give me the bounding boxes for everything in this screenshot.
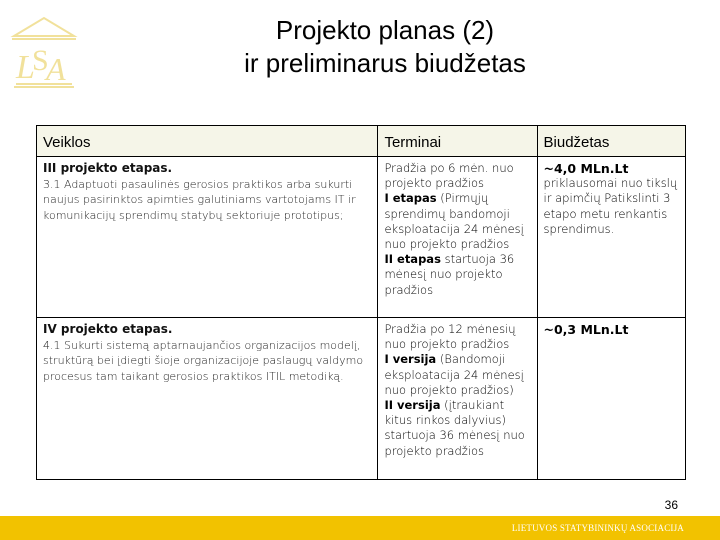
header-activities: Veiklos bbox=[37, 126, 378, 157]
budget-cell bbox=[537, 157, 685, 318]
terms-cell bbox=[378, 318, 537, 480]
budget-note: priklausomai nuo tikslų ir apimčių Patikslinti 3 etapo metu renkantis sprendimus. bbox=[543, 176, 678, 236]
activity-description: 3.1 Adaptuoti pasaulinės gerosios praktikos arba sukurti naujus pasirinktos apimties galutiniams vartotojams IT ir komunikacijų sprendimų statybų sektoriuje prototipus; bbox=[43, 178, 356, 222]
title-line-1: Projekto planas (2) bbox=[275, 15, 495, 45]
terms-stage1-label: I etapas bbox=[384, 191, 437, 206]
header-terms: Terminai bbox=[378, 126, 537, 157]
budget-cell bbox=[537, 318, 685, 480]
svg-text:S: S bbox=[32, 44, 49, 77]
terms-stage2 bbox=[384, 252, 530, 298]
terms-stage1 bbox=[384, 352, 523, 396]
activity-cell bbox=[37, 157, 378, 318]
svg-text:A: A bbox=[46, 51, 66, 87]
terms-stage2-text: (įtraukiant kitus rinkos dalyvius) startuoja 36 mėnesį nuo projekto pradžios bbox=[384, 398, 525, 458]
header-budget: Biudžetas bbox=[537, 126, 685, 157]
table-row bbox=[37, 157, 686, 318]
footer-organization-name: LIETUVOS STATYBININKŲ ASOCIACIJA bbox=[511, 523, 684, 533]
activity-title: III projekto etapas. bbox=[43, 161, 173, 175]
terms-stage2 bbox=[384, 398, 530, 459]
table-row bbox=[37, 318, 686, 480]
terms-stage1-label: I versija bbox=[384, 352, 437, 367]
terms-stage1-text: (Bandomoji eksploatacija 24 mėnesį nuo projekto pradžios) bbox=[384, 352, 524, 397]
table-header-row bbox=[37, 126, 686, 157]
project-plan-table bbox=[36, 125, 686, 480]
budget-amount: ~0,3 MLn.Lt bbox=[543, 322, 629, 337]
title-line-2: ir preliminarus biudžetas bbox=[244, 48, 526, 78]
terms-stage1-text: (Pirmųjų sprendimų bandomoji eksploatacija 24 mėnesį nuo projekto pradžios bbox=[384, 191, 524, 252]
activity-description: 4.1 Sukurti sistemą aptarnaujančios organizacijos modelį, struktūrą bei įdiegti šioje organizacijoje paslaugų valdymo procesus tam taikant gerosios praktikos ITIL metodiką. bbox=[43, 339, 364, 383]
lsa-logo-icon bbox=[8, 12, 80, 90]
page-title bbox=[150, 14, 620, 80]
page-number: 36 bbox=[664, 498, 678, 512]
terms-stage1 bbox=[384, 191, 523, 251]
budget-amount: ~4,0 MLn.Lt bbox=[543, 161, 629, 176]
terms-intro: Pradžia po 6 mėn. nuo projekto pradžios bbox=[384, 161, 514, 191]
footer-bar bbox=[0, 516, 720, 540]
activity-title: IV projekto etapas. bbox=[43, 322, 173, 336]
svg-text:L: L bbox=[16, 49, 35, 86]
terms-cell bbox=[378, 157, 537, 318]
terms-stage2-label: II etapas bbox=[384, 252, 441, 267]
activity-cell bbox=[37, 318, 378, 480]
terms-intro: Pradžia po 12 mėnesių nuo projekto pradžios bbox=[384, 322, 516, 352]
terms-stage2-label: II versija bbox=[384, 398, 441, 413]
terms-stage2-text: startuoja 36 mėnesį nuo projekto pradžios bbox=[384, 252, 515, 297]
